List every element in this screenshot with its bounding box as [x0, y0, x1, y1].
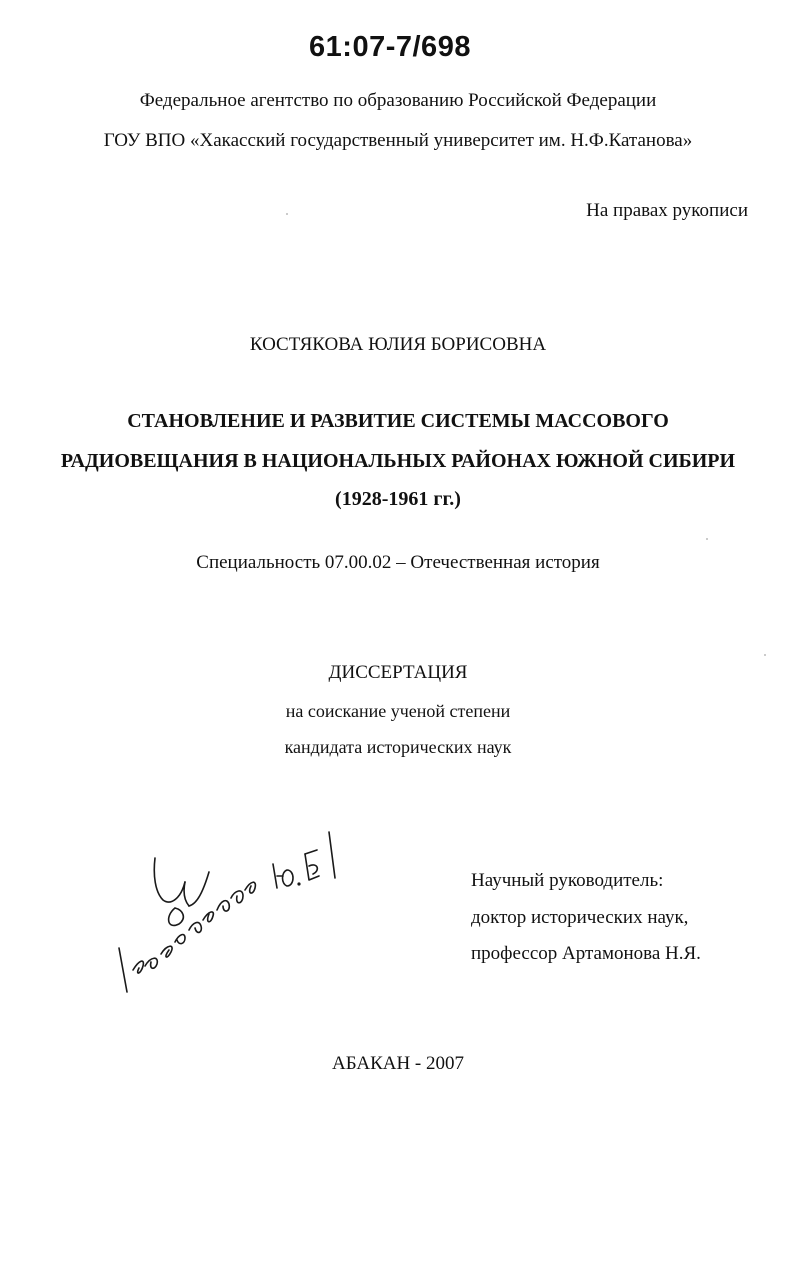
scan-speck: [764, 654, 766, 656]
supervisor-label: Научный руководитель:: [471, 870, 664, 891]
agency-name: Федеральное агентство по образованию Российской Федерации: [139, 90, 657, 111]
scan-speck: [286, 213, 288, 215]
handwritten-signature: [105, 820, 355, 1000]
supervisor-name: профессор Артамонова Н.Я.: [471, 943, 701, 964]
degree-line-1: на соискание ученой степени: [285, 701, 511, 721]
supervisor-degree: доктор исторических наук,: [471, 907, 689, 928]
author-name: КОСТЯКОВА ЮЛИЯ БОРИСОВНА: [249, 334, 547, 355]
specialty: Специальность 07.00.02 – Отечественная история: [196, 552, 600, 573]
degree-line-2: кандидата исторических наук: [284, 737, 512, 757]
catalog-number: 61:07-7/698: [309, 31, 471, 63]
university-name: ГОУ ВПО «Хакасский государственный университет им. Н.Ф.Катанова»: [103, 130, 693, 151]
title-line-2: РАДИОВЕЩАНИЯ В НАЦИОНАЛЬНЫХ РАЙОНАХ ЮЖНОЙ СИБИРИ: [60, 450, 736, 472]
manuscript-note: На правах рукописи: [586, 200, 748, 221]
scan-speck: [706, 538, 708, 540]
work-type-label: ДИССЕРТАЦИЯ: [328, 662, 468, 683]
title-years: (1928-1961 гг.): [335, 488, 461, 510]
place-year: АБАКАН - 2007: [331, 1053, 465, 1074]
title-line-1: СТАНОВЛЕНИЕ И РАЗВИТИЕ СИСТЕМЫ МАССОВОГО: [127, 410, 669, 432]
